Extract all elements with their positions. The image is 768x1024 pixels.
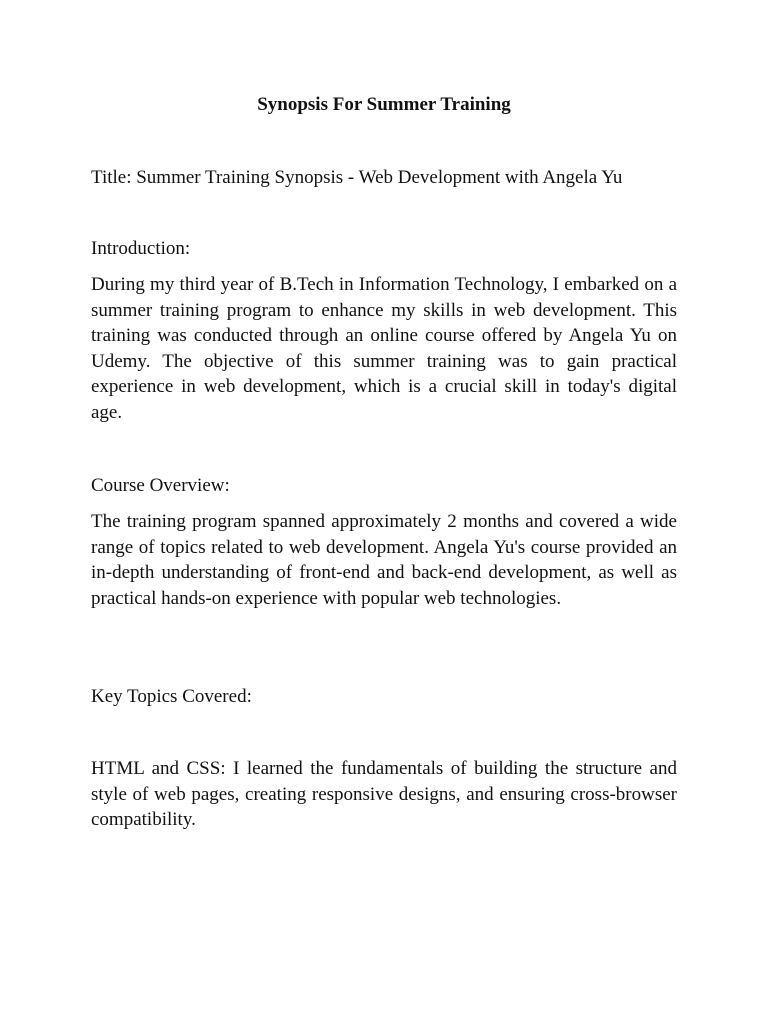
title-line: Title: Summer Training Synopsis - Web Development with Angela Yu (91, 167, 623, 188)
introduction-paragraph: During my third year of B.Tech in Information Technology, I embarked on a summer training program to enhance my skills in web development. This training was conducted through an online course offered by Angela Yu on Udemy. The objective of this summer training was to gain practical experience in web development, which is a crucial skill in today's digital age. (91, 274, 677, 423)
introduction-heading: Introduction: (91, 238, 191, 259)
course-overview-heading: Course Overview: (91, 475, 230, 496)
document-heading: Synopsis For Summer Training (257, 94, 511, 115)
key-topic-html-css: HTML and CSS: I learned the fundamentals of building the structure and style of web pages, creating responsive designs, and ensuring cross-browser compatibility. (91, 758, 677, 830)
key-topics-heading: Key Topics Covered: (91, 686, 252, 707)
course-overview-paragraph: The training program spanned approximately 2 months and covered a wide range of topics related to web development. Angela Yu's course provided an in-depth understanding of front-end and back-end development, as well as practical hands-on experience with popular web technologies. (91, 511, 677, 609)
